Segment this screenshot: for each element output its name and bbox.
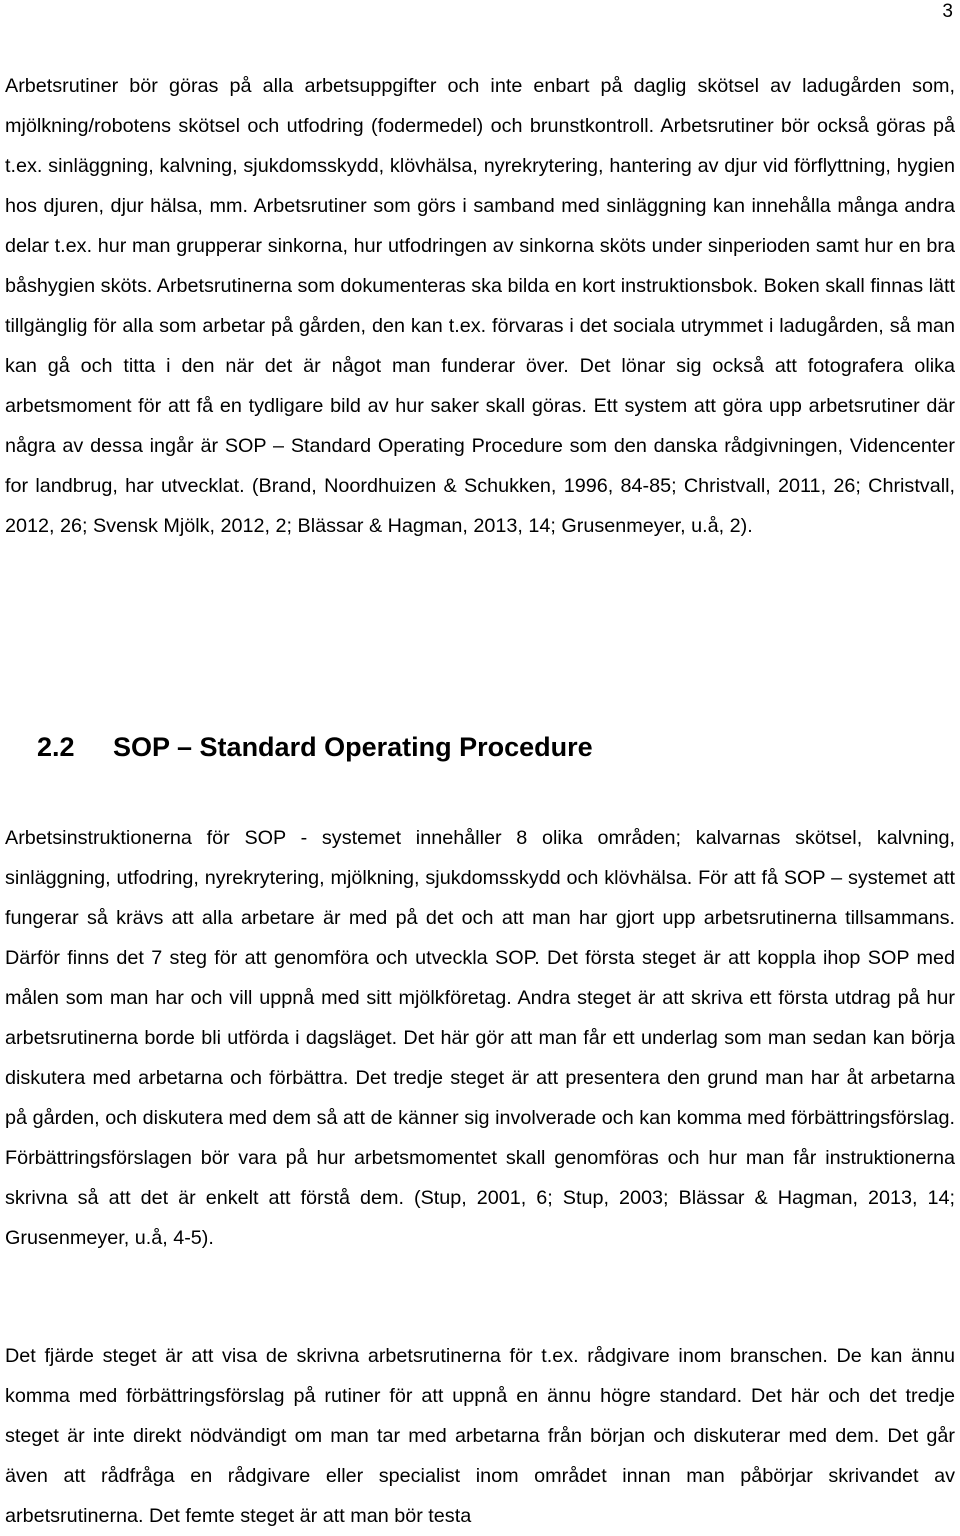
page-number: 3 [942, 1, 953, 22]
section-number: 2.2 [37, 732, 75, 762]
paragraph-arbetsrutiner: Arbetsrutiner bör göras på alla arbetsuppgifter och inte enbart på daglig skötsel av ladugården som, mjölkning/robotens skötsel och utfodring (fodermedel) och brunstkontroll. Arbetsrutiner bör också göras på t.ex. sinläggning, kalvning, sjukdomsskydd, klövhälsa, nyrekrytering, hantering av djur vid förflyttning, hygien hos djuren, djur hälsa, mm. Arbetsrutiner som görs i samband med sinläggning kan innehålla många andra delar t.ex. hur man grupperar sinkorna, hur utfodringen av sinkorna sköts under sinperioden samt hur en bra båshygien sköts. Arbetsrutinerna som dokumenteras ska bilda en kort instruktionsbok. Boken skall finnas lätt tillgänglig för alla som arbetar på gården, den kan t.ex. förvaras i det sociala utrymmet i ladugården, så man kan gå och titta i den när det är något man funderar över. Det lönar sig också att fotografera olika arbetsmoment för att få en tydligare bild av hur saker skall göras. Ett system att göra upp arbetsrutiner där några av dessa ingår är SOP – Standard Operating Procedure som den danska rådgivningen, Videncenter for landbrug, har utvecklat. (Brand, Noordhuizen & Schukken, 1996, 84-85; Christvall, 2011, 26; Christvall, 2012, 26; Svensk Mjölk, 2012, 2; Blässar & Hagman, 2013, 14; Grusenmeyer, u.å, 2). [5, 75, 955, 537]
section-heading [5, 729, 593, 765]
document-body [5, 66, 955, 1527]
section-title: SOP – Standard Operating Procedure [113, 732, 593, 762]
paragraph-sop-instructions: Arbetsinstruktionerna för SOP - systemet innehåller 8 olika områden; kalvarnas skötsel, kalvning, sinläggning, utfodring, nyrekrytering, mjölkning, sjukdomsskydd och klövhälsa. För att få SOP – systemet att fungerar så krävs att alla arbetare är med på det och att man har gjort upp arbetsrutinerna tillsammans. Därför finns det 7 steg för att genomföra och utveckla SOP. Det första steget är att koppla ihop SOP med målen som man har och vill uppnå med sitt mjölkföretag. Andra steget är att skriva ett första utdrag på hur arbetsrutinerna borde bli utförda i dagsläget. Det här gör att man får ett underlag som man sedan kan börja diskutera med arbetarna och förbättra. Det tredje steget är att presentera den grund man har åt arbetarna på gården, och diskutera med dem så att de känner sig involverade och kan komma med förbättringsförslag. Förbättringsförslagen bör vara på hur arbetsmomentet skall genomföras och hur man får instruktionerna skrivna så att det är enkelt att förstå dem. (Stup, 2001, 6; Stup, 2003; Blässar & Hagman, 2013, 14; Grusenmeyer, u.å, 4-5). [5, 827, 955, 1249]
paragraph-fourth-step: Det fjärde steget är att visa de skrivna arbetsrutinerna för t.ex. rådgivare inom branschen. De kan ännu komma med förbättringsförslag på rutiner för att uppnå en ännu högre standard. Det här och det tredje steget är inte direkt nödvändigt om man tar med arbetarna från början och diskuterar med dem. Det går även att rådfråga en rådgivare eller specialist inom området innan man påbörjar skrivandet av arbetsrutinerna. Det femte steget är att man bör testa [5, 1345, 955, 1527]
